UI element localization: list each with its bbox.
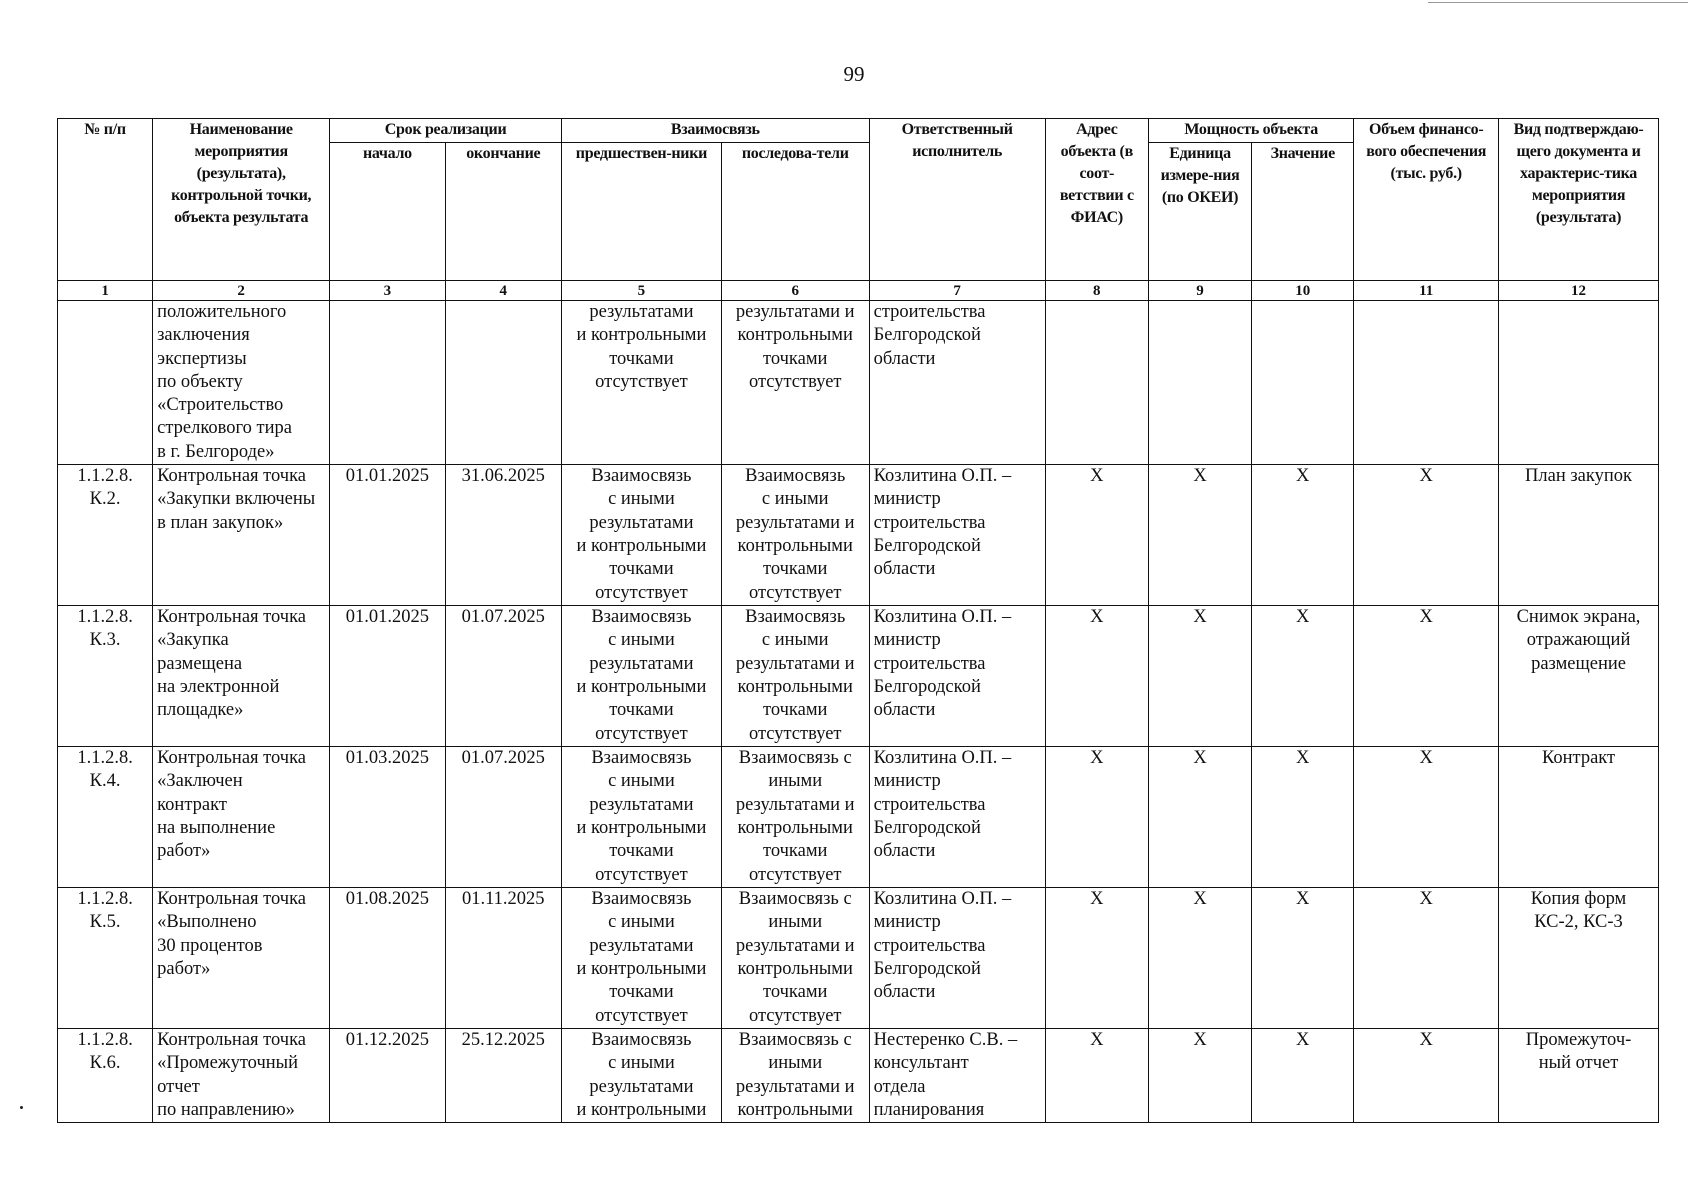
cell-line: точками	[763, 841, 828, 862]
page-number: 99	[843, 62, 865, 86]
document-cell	[1499, 606, 1659, 747]
table-row	[58, 747, 1659, 888]
column-number-cell: 5	[561, 281, 721, 301]
cell-line: строительства	[873, 653, 986, 674]
finance-cell: Х	[1354, 747, 1499, 888]
cell-line: отсутствует	[748, 371, 842, 392]
responsible-cell	[869, 465, 1045, 606]
cell-line: точками	[609, 841, 674, 862]
address-cell: Х	[1045, 747, 1148, 888]
cell-line: точками	[763, 559, 828, 580]
cell-line: точками	[763, 700, 828, 721]
cell-line: точками	[609, 348, 674, 369]
predecessors-cell	[561, 606, 721, 747]
responsible-cell	[869, 606, 1045, 747]
cell-line: иными	[768, 1053, 823, 1074]
row-number-cell	[58, 1029, 153, 1123]
cell-line: 1.1.2.8.	[77, 1030, 133, 1051]
cell-line: «Закупки включены	[157, 489, 316, 510]
cell-line: контрольными	[737, 958, 853, 979]
cell-line: результатами	[589, 302, 694, 322]
cell-line: строительства	[873, 935, 986, 956]
cell-line: Нестеренко С.В. –	[873, 1030, 1018, 1051]
cell-line: с иными	[608, 630, 675, 651]
cell-line: строительства	[873, 794, 986, 815]
address-cell: Х	[1045, 1029, 1148, 1123]
cell-line: отсутствует	[595, 371, 688, 392]
cell-line: в план закупок»	[157, 512, 284, 533]
cell-line: результатами и	[735, 302, 855, 322]
unit-cell: Х	[1148, 1029, 1251, 1123]
predecessors-cell	[561, 888, 721, 1029]
cell-line: работ»	[157, 958, 211, 979]
value-cell: Х	[1252, 606, 1354, 747]
cell-line: контрольными	[737, 676, 853, 697]
document-cell	[1499, 888, 1659, 1029]
table-header	[58, 119, 1659, 301]
scan-speck	[20, 1106, 23, 1109]
cell-line: Взаимосвязь с	[738, 748, 852, 769]
finance-cell: Х	[1354, 1029, 1499, 1123]
table-row	[58, 465, 1659, 606]
cell-line: точками	[609, 559, 674, 580]
column-number-row	[58, 281, 1659, 301]
value-cell: Х	[1252, 888, 1354, 1029]
cell-line: Белгородской	[873, 535, 981, 556]
cell-line: с иными	[608, 489, 675, 510]
cell-line: планирования	[873, 1099, 985, 1120]
cell-line: с иными	[761, 489, 829, 510]
document-cell	[1499, 1029, 1659, 1123]
cell-line: отсутствует	[748, 723, 842, 744]
table-row	[58, 888, 1659, 1029]
cell-line: с иными	[608, 912, 675, 933]
header-address: Адрес объекта (в соот-ветствии с ФИАС)	[1045, 119, 1148, 281]
name-cell	[153, 301, 330, 465]
responsible-cell	[869, 301, 1045, 465]
document-cell	[1499, 465, 1659, 606]
cell-line: К.3.	[89, 630, 121, 651]
cell-line: области	[873, 982, 936, 1003]
cell-line: министр	[873, 771, 941, 792]
row-number-cell	[58, 465, 153, 606]
cell-line: Промежуточ-	[1525, 1030, 1632, 1051]
cell-line: по направлению»	[157, 1099, 295, 1120]
column-number-cell: 8	[1045, 281, 1148, 301]
finance-cell	[1354, 301, 1499, 465]
cell-line: контрольными	[737, 1099, 853, 1120]
cell-line: отсутствует	[748, 1005, 842, 1026]
cell-line: и контрольными	[576, 535, 707, 556]
value-cell	[1252, 301, 1354, 465]
cell-line: по объекту	[157, 371, 243, 392]
header-num: № п/п	[58, 119, 153, 281]
finance-cell: Х	[1354, 606, 1499, 747]
cell-line: результатами и	[735, 512, 855, 533]
name-cell	[153, 1029, 330, 1123]
cell-line: точками	[609, 982, 674, 1003]
cell-line: положительного	[157, 302, 287, 322]
cell-line: «Выполнено	[157, 912, 257, 933]
start-date-cell: 01.03.2025	[330, 747, 445, 888]
cell-line: иными	[768, 912, 823, 933]
cell-line: и контрольными	[576, 1099, 707, 1120]
cell-line: отсутствует	[595, 1005, 688, 1026]
responsible-cell	[869, 888, 1045, 1029]
header-group-capacity: Мощность объекта	[1148, 119, 1353, 143]
cell-line: 1.1.2.8.	[77, 889, 133, 910]
document-cell	[1499, 747, 1659, 888]
end-date-cell: 01.07.2025	[445, 606, 561, 747]
cell-line: точками	[763, 982, 828, 1003]
cell-line: Контрольная точка	[157, 1030, 307, 1051]
column-number-cell: 9	[1148, 281, 1251, 301]
cell-line: отсутствует	[595, 723, 688, 744]
cell-line: Взаимосвязь с	[738, 889, 852, 910]
cell-line: «Промежуточный	[157, 1053, 298, 1074]
unit-cell: Х	[1148, 606, 1251, 747]
finance-cell: Х	[1354, 465, 1499, 606]
cell-line: министр	[873, 630, 941, 651]
cell-line: Контрольная точка	[157, 748, 307, 769]
cell-line: ный отчет	[1538, 1053, 1619, 1074]
cell-line: «Закупка	[157, 630, 229, 651]
cell-line: План закупок	[1525, 466, 1632, 487]
successors-cell	[721, 1029, 869, 1123]
cell-line: результатами и	[735, 1076, 855, 1097]
cell-line: Контрольная точка	[157, 607, 307, 628]
predecessors-cell	[561, 747, 721, 888]
name-cell	[153, 747, 330, 888]
cell-line: с иными	[761, 630, 829, 651]
column-number-cell: 7	[869, 281, 1045, 301]
cell-line: заключения	[157, 325, 250, 346]
cell-line: с иными	[608, 771, 675, 792]
cell-line: Белгородской	[873, 958, 981, 979]
cell-line: отсутствует	[748, 582, 842, 603]
unit-cell: Х	[1148, 747, 1251, 888]
cell-line: Взаимосвязь с	[738, 1030, 852, 1051]
value-cell: Х	[1252, 1029, 1354, 1123]
name-cell	[153, 888, 330, 1029]
address-cell: Х	[1045, 465, 1148, 606]
header-document: Вид подтверждаю-щего документа и характерис-тика мероприятия (результата)	[1499, 119, 1659, 281]
cell-line: КС-2, КС-3	[1534, 912, 1623, 933]
value-cell: Х	[1252, 747, 1354, 888]
row-number-cell	[58, 606, 153, 747]
start-date-cell: 01.08.2025	[330, 888, 445, 1029]
cell-line: на электронной	[157, 676, 280, 697]
predecessors-cell	[561, 301, 721, 465]
cell-line: результатами и	[735, 794, 855, 815]
end-date-cell: 25.12.2025	[445, 1029, 561, 1123]
name-cell	[153, 606, 330, 747]
cell-line: экспертизы	[157, 348, 247, 369]
cell-line: области	[873, 700, 936, 721]
cell-line: Взаимосвязь	[591, 466, 692, 487]
cell-line: отсутствует	[748, 864, 842, 885]
header-group-link: Взаимосвязь	[561, 119, 869, 143]
header-name: Наименование мероприятия (результата), контрольной точки, объекта результата	[153, 119, 330, 281]
cell-line: К.2.	[89, 489, 121, 510]
table-row	[58, 1029, 1659, 1123]
header-end: окончание	[445, 143, 561, 281]
cell-line: контрольными	[737, 817, 853, 838]
cell-line: Взаимосвязь	[591, 748, 692, 769]
cell-line: результатами	[589, 653, 694, 674]
cell-line: Белгородской	[873, 325, 981, 346]
predecessors-cell	[561, 465, 721, 606]
cell-line: «Заключен	[157, 771, 243, 792]
cell-line: работ»	[157, 841, 211, 862]
cell-line: Взаимосвязь	[591, 1030, 692, 1051]
cell-line: на выполнение	[157, 817, 276, 838]
cell-line: Взаимосвязь	[745, 607, 846, 628]
cell-line: отчет	[157, 1076, 200, 1097]
start-date-cell: 01.12.2025	[330, 1029, 445, 1123]
cell-line: области	[873, 348, 936, 369]
cell-line: результатами и	[735, 653, 855, 674]
cell-line: стрелкового тира	[157, 418, 292, 439]
cell-line: и контрольными	[576, 676, 707, 697]
finance-cell: Х	[1354, 888, 1499, 1029]
cell-line: Козлитина О.П. –	[873, 466, 1012, 487]
value-cell: Х	[1252, 465, 1354, 606]
end-date-cell	[445, 301, 561, 465]
successors-cell	[721, 747, 869, 888]
cell-line: результатами	[589, 512, 694, 533]
predecessors-cell	[561, 1029, 721, 1123]
column-number-cell: 3	[330, 281, 445, 301]
column-number-cell: 1	[58, 281, 153, 301]
cell-line: Взаимосвязь	[745, 466, 846, 487]
cell-line: размещение	[1531, 653, 1626, 674]
address-cell: Х	[1045, 606, 1148, 747]
responsible-cell	[869, 1029, 1045, 1123]
row-number-cell	[58, 301, 153, 465]
cell-line: Контракт	[1541, 748, 1616, 769]
cell-line: Белгородской	[873, 817, 981, 838]
cell-line: и контрольными	[576, 325, 707, 346]
column-number-cell: 10	[1252, 281, 1354, 301]
cell-line: отсутствует	[595, 864, 688, 885]
header-unit: Единица измере-ния (по ОКЕИ)	[1148, 143, 1251, 281]
cell-line: и контрольными	[576, 817, 707, 838]
cell-line: и контрольными	[576, 958, 707, 979]
cell-line: строительства	[873, 512, 986, 533]
cell-line: с иными	[608, 1053, 675, 1074]
row-number-cell	[58, 747, 153, 888]
cell-line: Козлитина О.П. –	[873, 889, 1012, 910]
cell-line: результатами	[589, 794, 694, 815]
table-row	[58, 606, 1659, 747]
header-successors: последова-тели	[721, 143, 869, 281]
cell-line: Контрольная точка	[157, 889, 307, 910]
column-number-cell: 2	[153, 281, 330, 301]
cell-line: Взаимосвязь	[591, 607, 692, 628]
cell-line: отражающий	[1526, 630, 1631, 651]
successors-cell	[721, 301, 869, 465]
schedule-table	[57, 118, 1659, 1123]
cell-line: области	[873, 559, 936, 580]
cell-line: области	[873, 841, 936, 862]
cell-line: 1.1.2.8.	[77, 748, 133, 769]
cell-line: отсутствует	[595, 582, 688, 603]
row-number-cell	[58, 888, 153, 1029]
cell-line: результатами	[589, 1076, 694, 1097]
cell-line: точками	[763, 348, 828, 369]
cell-line: результатами	[589, 935, 694, 956]
cell-line: Контрольная точка	[157, 466, 307, 487]
cell-line: министр	[873, 489, 941, 510]
start-date-cell: 01.01.2025	[330, 465, 445, 606]
cell-line: К.5.	[89, 912, 121, 933]
cell-line: 30 процентов	[157, 935, 263, 956]
cell-line: «Строительство	[157, 395, 284, 416]
column-number-cell: 12	[1499, 281, 1659, 301]
cell-line: точками	[609, 700, 674, 721]
cell-line: размещена	[157, 653, 243, 674]
end-date-cell: 31.06.2025	[445, 465, 561, 606]
cell-line: 1.1.2.8.	[77, 466, 133, 487]
cell-line: отдела	[873, 1076, 926, 1097]
name-cell	[153, 465, 330, 606]
cell-line: строительства	[873, 302, 986, 322]
successors-cell	[721, 888, 869, 1029]
document-cell	[1499, 301, 1659, 465]
end-date-cell: 01.11.2025	[445, 888, 561, 1029]
cell-line: Взаимосвязь	[591, 889, 692, 910]
column-number-cell: 11	[1354, 281, 1499, 301]
header-finance: Объем финансо-вого обеспечения (тыс. руб.)	[1354, 119, 1499, 281]
cell-line: контракт	[157, 794, 227, 815]
cell-line: 1.1.2.8.	[77, 607, 133, 628]
end-date-cell: 01.07.2025	[445, 747, 561, 888]
cell-line: К.6.	[89, 1053, 121, 1074]
header-start: начало	[330, 143, 445, 281]
cell-line: Козлитина О.П. –	[873, 607, 1012, 628]
cell-line: иными	[768, 771, 823, 792]
unit-cell	[1148, 301, 1251, 465]
scan-edge-line	[1428, 2, 1688, 3]
unit-cell: Х	[1148, 465, 1251, 606]
cell-line: площадке»	[157, 700, 244, 721]
cell-line: Козлитина О.П. –	[873, 748, 1012, 769]
cell-line: Белгородской	[873, 676, 981, 697]
header-value: Значение	[1252, 143, 1354, 281]
header-responsible: Ответственный исполнитель	[869, 119, 1045, 281]
start-date-cell	[330, 301, 445, 465]
cell-line: результатами и	[735, 935, 855, 956]
cell-line: контрольными	[737, 535, 853, 556]
successors-cell	[721, 465, 869, 606]
column-number-cell: 4	[445, 281, 561, 301]
header-group-term: Срок реализации	[330, 119, 562, 143]
cell-line: Копия форм	[1530, 889, 1627, 910]
responsible-cell	[869, 747, 1045, 888]
header-predecessors: предшествен-ники	[561, 143, 721, 281]
address-cell: Х	[1045, 888, 1148, 1029]
unit-cell: Х	[1148, 888, 1251, 1029]
cell-line: контрольными	[737, 325, 853, 346]
cell-line: министр	[873, 912, 941, 933]
cell-line: консультант	[873, 1053, 969, 1074]
address-cell	[1045, 301, 1148, 465]
cell-line: К.4.	[89, 771, 121, 792]
cell-line: Снимок экрана,	[1516, 607, 1641, 628]
table-row	[58, 301, 1659, 465]
table-body	[58, 301, 1659, 1123]
cell-line: в г. Белгороде»	[157, 441, 275, 462]
successors-cell	[721, 606, 869, 747]
start-date-cell: 01.01.2025	[330, 606, 445, 747]
column-number-cell: 6	[721, 281, 869, 301]
